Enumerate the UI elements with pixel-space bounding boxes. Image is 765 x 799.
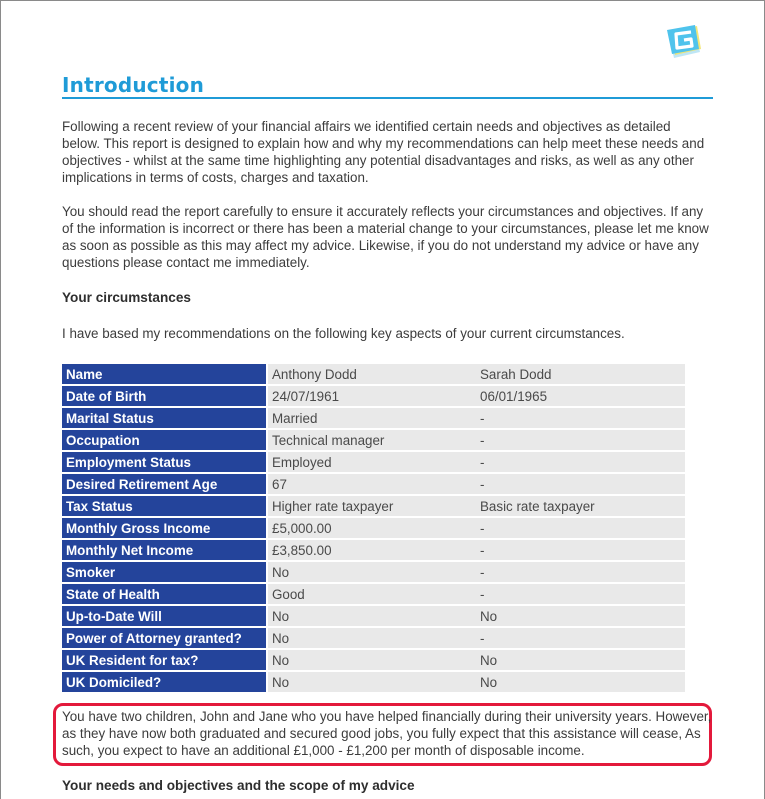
table-row	[62, 540, 685, 560]
client2-value: -	[476, 452, 685, 472]
row-label: Smoker	[62, 562, 268, 582]
table-row	[62, 496, 685, 516]
row-label: Marital Status	[62, 408, 268, 428]
client1-value: 24/07/1961	[268, 386, 476, 406]
circumstances-heading: Your circumstances	[62, 290, 191, 305]
client1-value: £3,850.00	[268, 540, 476, 560]
row-label: UK Domiciled?	[62, 672, 268, 692]
row-label: Up-to-Date Will	[62, 606, 268, 626]
client2-value: -	[476, 408, 685, 428]
table-row	[62, 628, 685, 648]
client2-value: -	[476, 518, 685, 538]
client2-value: Sarah Dodd	[476, 364, 685, 384]
table-row	[62, 430, 685, 450]
row-label: Occupation	[62, 430, 268, 450]
table-row	[62, 474, 685, 494]
circumstances-table	[62, 362, 685, 694]
row-label: UK Resident for tax?	[62, 650, 268, 670]
client2-value: No	[476, 606, 685, 626]
row-label: Tax Status	[62, 496, 268, 516]
table-row	[62, 562, 685, 582]
client1-value: Good	[268, 584, 476, 604]
client2-value: Basic rate taxpayer	[476, 496, 685, 516]
row-label: State of Health	[62, 584, 268, 604]
row-label: Monthly Gross Income	[62, 518, 268, 538]
row-label: Power of Attorney granted?	[62, 628, 268, 648]
row-label: Date of Birth	[62, 386, 268, 406]
client1-value: Higher rate taxpayer	[268, 496, 476, 516]
client2-value: -	[476, 628, 685, 648]
table-row	[62, 408, 685, 428]
table-row	[62, 518, 685, 538]
callout-text: You have two children, John and Jane who you have helped financially during their university years. However, as they have now both graduated and secured good jobs, you fully expect that this assistance will cease, As such, you expect to have an additional £1,000 - £1,200 per month of disposable income.	[62, 709, 712, 758]
row-label: Employment Status	[62, 452, 268, 472]
row-label: Monthly Net Income	[62, 540, 268, 560]
table-row	[62, 386, 685, 406]
client1-value: No	[268, 606, 476, 626]
client1-value: Married	[268, 408, 476, 428]
table-row	[62, 364, 685, 384]
client2-value: -	[476, 474, 685, 494]
client2-value: No	[476, 650, 685, 670]
needs-objectives-heading: Your needs and objectives and the scope of my advice	[62, 778, 415, 793]
client1-value: No	[268, 672, 476, 692]
table-row	[62, 452, 685, 472]
table-row	[62, 650, 685, 670]
client2-value: -	[476, 540, 685, 560]
client1-value: 67	[268, 474, 476, 494]
row-label: Name	[62, 364, 268, 384]
client2-value: -	[476, 584, 685, 604]
client1-value: Anthony Dodd	[268, 364, 476, 384]
page-title: Introduction	[62, 73, 205, 97]
client2-value: 06/01/1965	[476, 386, 685, 406]
company-logo-icon	[664, 22, 704, 62]
client1-value: No	[268, 562, 476, 582]
client2-value: No	[476, 672, 685, 692]
row-label: Desired Retirement Age	[62, 474, 268, 494]
table-row	[62, 584, 685, 604]
intro-paragraph: Following a recent review of your financial affairs we identified certain needs and objectives as detailed below. This report is designed to explain how and why my recommendations can help meet these needs and objectives - whilst at the same time highlighting any potential disadvantages and risks, as well as any other implications in terms of costs, charges and taxation.	[62, 119, 705, 185]
client1-value: No	[268, 628, 476, 648]
table-row	[62, 672, 685, 692]
client1-value: Employed	[268, 452, 476, 472]
client2-value: -	[476, 430, 685, 450]
client2-value: -	[476, 562, 685, 582]
title-divider	[62, 97, 713, 99]
table-row	[62, 606, 685, 626]
intro-paragraph-advice: You should read the report carefully to ensure it accurately reflects your circumstances and objectives. If any of the information is incorrect or there has been a material change to your circumstances, please let me know as soon as possible as this may affect my advice. Likewise, if you do not understand my advice or have any questions please contact me immediately.	[62, 204, 709, 270]
circumstances-intro: I have based my recommendations on the following key aspects of your current circumstances.	[62, 326, 625, 341]
client1-value: £5,000.00	[268, 518, 476, 538]
client1-value: No	[268, 650, 476, 670]
client1-value: Technical manager	[268, 430, 476, 450]
